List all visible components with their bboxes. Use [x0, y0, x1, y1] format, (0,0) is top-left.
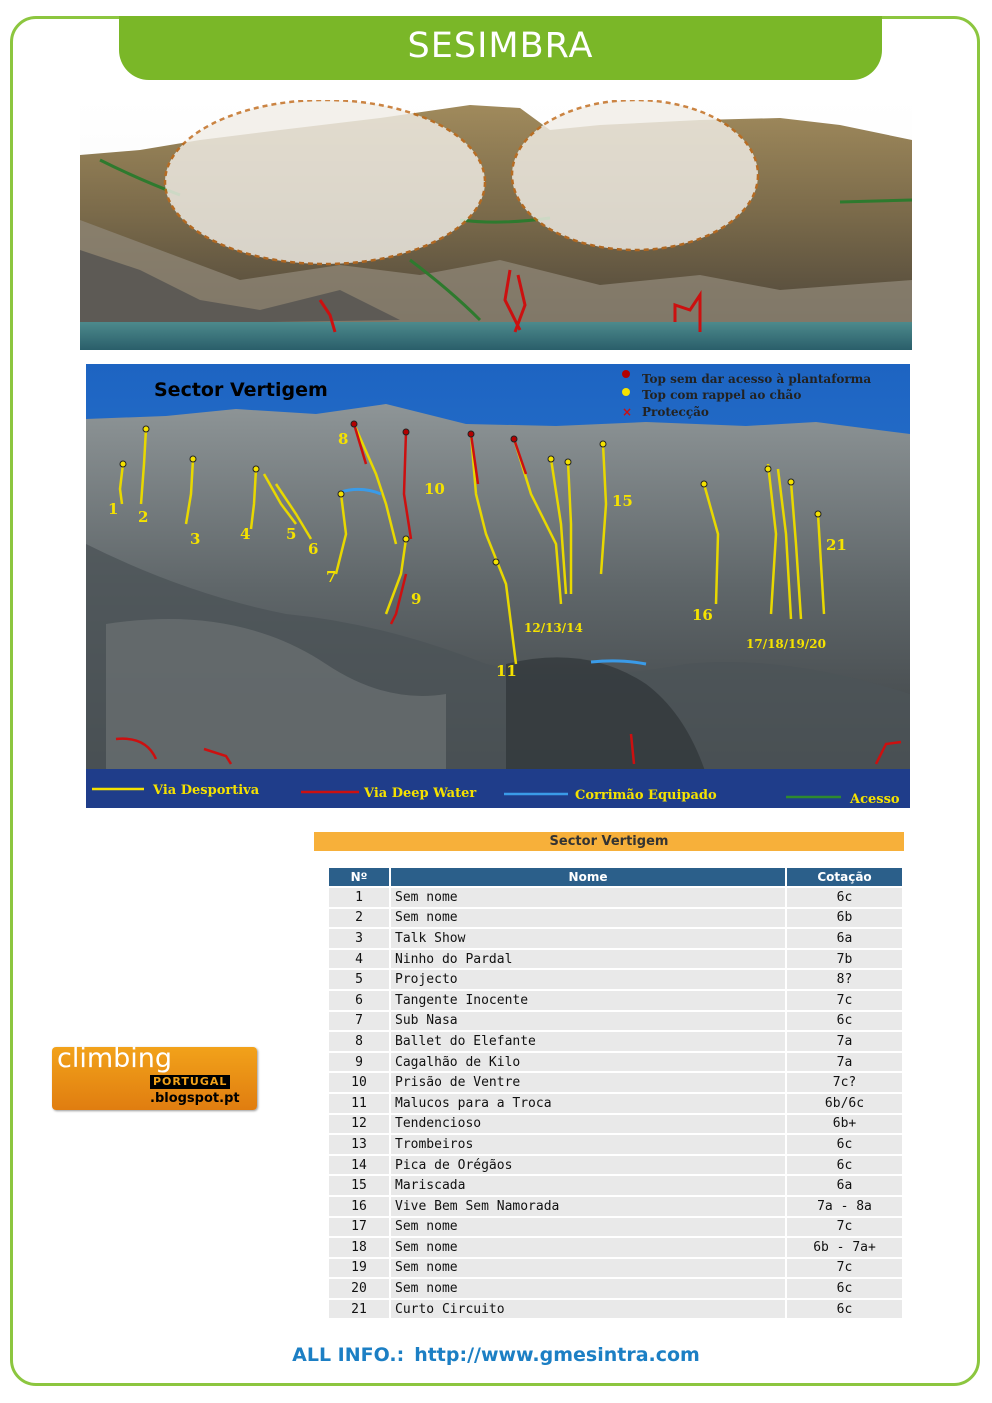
- table-row: [329, 1156, 902, 1175]
- route-number: 2: [329, 909, 389, 928]
- route-label-6: 6: [308, 540, 319, 558]
- svg-text:×: ×: [622, 405, 633, 419]
- route-grade: 6a: [787, 1176, 902, 1195]
- route-number: 12: [329, 1115, 389, 1134]
- route-grade: 7a: [787, 1032, 902, 1051]
- route-number: 17: [329, 1218, 389, 1237]
- table-row: [329, 1197, 902, 1216]
- table-row: [329, 1135, 902, 1154]
- route-number: 8: [329, 1032, 389, 1051]
- route-label-4: 4: [240, 525, 251, 543]
- route-name: Vive Bem Sem Namorada: [391, 1197, 785, 1216]
- table-row: [329, 1279, 902, 1298]
- route-name: Curto Circuito: [391, 1300, 785, 1319]
- route-grade: 7c: [787, 991, 902, 1010]
- route-label-17-20: 17/18/19/20: [746, 637, 826, 651]
- route-grade: 7c?: [787, 1073, 902, 1092]
- footer-info: [0, 1344, 992, 1366]
- route-grade: 6a: [787, 929, 902, 948]
- route-grade: 6b/6c: [787, 1094, 902, 1113]
- route-name: Cagalhão de Kilo: [391, 1053, 785, 1072]
- route-label-2: 2: [138, 508, 149, 526]
- table-row: [329, 1012, 902, 1031]
- legend-via-deep-water: Via Deep Water: [364, 786, 477, 801]
- route-name: Ninho do Pardal: [391, 950, 785, 969]
- table-row: [329, 1238, 902, 1257]
- route-number: 13: [329, 1135, 389, 1154]
- table-row: [329, 1094, 902, 1113]
- cliff-overview-photo: [80, 100, 912, 350]
- route-number: 7: [329, 1012, 389, 1031]
- route-number: 21: [329, 1300, 389, 1319]
- route-number: 15: [329, 1176, 389, 1195]
- route-name: Malucos para a Troca: [391, 1094, 785, 1113]
- route-name: Sem nome: [391, 1218, 785, 1237]
- route-label-8: 8: [338, 430, 349, 448]
- table-row: [329, 1032, 902, 1051]
- route-name: Projecto: [391, 970, 785, 989]
- route-number: 5: [329, 970, 389, 989]
- table-row: [329, 1300, 902, 1319]
- route-number: 16: [329, 1197, 389, 1216]
- route-name: Mariscada: [391, 1176, 785, 1195]
- legend-corrimao: Corrimão Equipado: [575, 788, 717, 803]
- table-row: [329, 1053, 902, 1072]
- route-label-7: 7: [326, 568, 337, 586]
- route-name: Tendencioso: [391, 1115, 785, 1134]
- footer-label: ALL INFO.:: [292, 1344, 405, 1366]
- route-number: 4: [329, 950, 389, 969]
- route-number: 10: [329, 1073, 389, 1092]
- route-label-12-14: 12/13/14: [524, 621, 583, 635]
- route-label-3: 3: [190, 530, 201, 548]
- route-name: Tangente Inocente: [391, 991, 785, 1010]
- route-name: Sub Nasa: [391, 1012, 785, 1031]
- topo-sector-title: Sector Vertigem: [154, 379, 328, 401]
- route-grade: 7a: [787, 1053, 902, 1072]
- route-number: 9: [329, 1053, 389, 1072]
- route-grade: 6c: [787, 1300, 902, 1319]
- table-row: [329, 929, 902, 948]
- table-row: [329, 991, 902, 1010]
- col-header-name: Nome: [391, 868, 785, 886]
- col-header-number: Nº: [329, 868, 389, 886]
- route-grade: 6c: [787, 1012, 902, 1031]
- route-number: 3: [329, 929, 389, 948]
- route-label-15: 15: [612, 492, 633, 510]
- route-name: Sem nome: [391, 1259, 785, 1278]
- footer-url-link[interactable]: http://www.gmesintra.com: [414, 1344, 700, 1366]
- route-name: Pica de Orégãos: [391, 1156, 785, 1175]
- col-header-grade: Cotação: [787, 868, 902, 886]
- route-name: Ballet do Elefante: [391, 1032, 785, 1051]
- table-row: [329, 1218, 902, 1237]
- route-number: 20: [329, 1279, 389, 1298]
- route-name: Talk Show: [391, 929, 785, 948]
- table-row: [329, 950, 902, 969]
- route-label-9: 9: [411, 590, 422, 608]
- route-number: 14: [329, 1156, 389, 1175]
- route-label-10: 10: [424, 480, 445, 498]
- routes-table: [327, 866, 904, 1320]
- table-row: [329, 888, 902, 907]
- route-label-5: 5: [286, 525, 297, 543]
- table-row: [329, 970, 902, 989]
- route-name: Sem nome: [391, 1238, 785, 1257]
- route-grade: 8?: [787, 970, 902, 989]
- route-name: Trombeiros: [391, 1135, 785, 1154]
- table-row: [329, 1115, 902, 1134]
- route-label-11: 11: [496, 662, 517, 680]
- table-row: [329, 1176, 902, 1195]
- route-number: 6: [329, 991, 389, 1010]
- route-grade: 7c: [787, 1259, 902, 1278]
- route-grade: 6c: [787, 1135, 902, 1154]
- route-grade: 6c: [787, 888, 902, 907]
- route-name: Sem nome: [391, 888, 785, 907]
- route-grade: 6b - 7a+: [787, 1238, 902, 1257]
- route-name: Prisão de Ventre: [391, 1073, 785, 1092]
- table-header-row: [329, 868, 902, 886]
- route-label-1: 1: [108, 500, 119, 518]
- route-grade: 6b: [787, 909, 902, 928]
- route-label-21: 21: [826, 536, 847, 554]
- route-grade: 7a - 8a: [787, 1197, 902, 1216]
- legend-top-no-access: Top sem dar acesso à plantaforma: [642, 372, 872, 386]
- route-name: Sem nome: [391, 909, 785, 928]
- route-number: 18: [329, 1238, 389, 1257]
- route-grade: 7c: [787, 1218, 902, 1237]
- climbing-portugal-logo: climbing PORTUGAL .blogspot.pt: [52, 1047, 257, 1110]
- legend-top-rappel: Top com rappel ao chão: [642, 388, 802, 402]
- route-grade: 6c: [787, 1156, 902, 1175]
- table-row: [329, 1073, 902, 1092]
- route-number: 1: [329, 888, 389, 907]
- route-number: 11: [329, 1094, 389, 1113]
- route-number: 19: [329, 1259, 389, 1278]
- route-label-16: 16: [692, 606, 713, 624]
- page-title: SESIMBRA: [119, 16, 882, 80]
- sector-heading: Sector Vertigem: [314, 832, 904, 851]
- route-grade: 6b+: [787, 1115, 902, 1134]
- sector-topo-photo: [86, 364, 910, 808]
- legend-acesso: Acesso: [850, 792, 900, 807]
- table-row: [329, 909, 902, 928]
- legend-via-desportiva: Via Desportiva: [153, 783, 260, 798]
- route-grade: 6c: [787, 1279, 902, 1298]
- route-grade: 7b: [787, 950, 902, 969]
- table-row: [329, 1259, 902, 1278]
- route-name: Sem nome: [391, 1279, 785, 1298]
- legend-protection: Protecção: [642, 405, 709, 419]
